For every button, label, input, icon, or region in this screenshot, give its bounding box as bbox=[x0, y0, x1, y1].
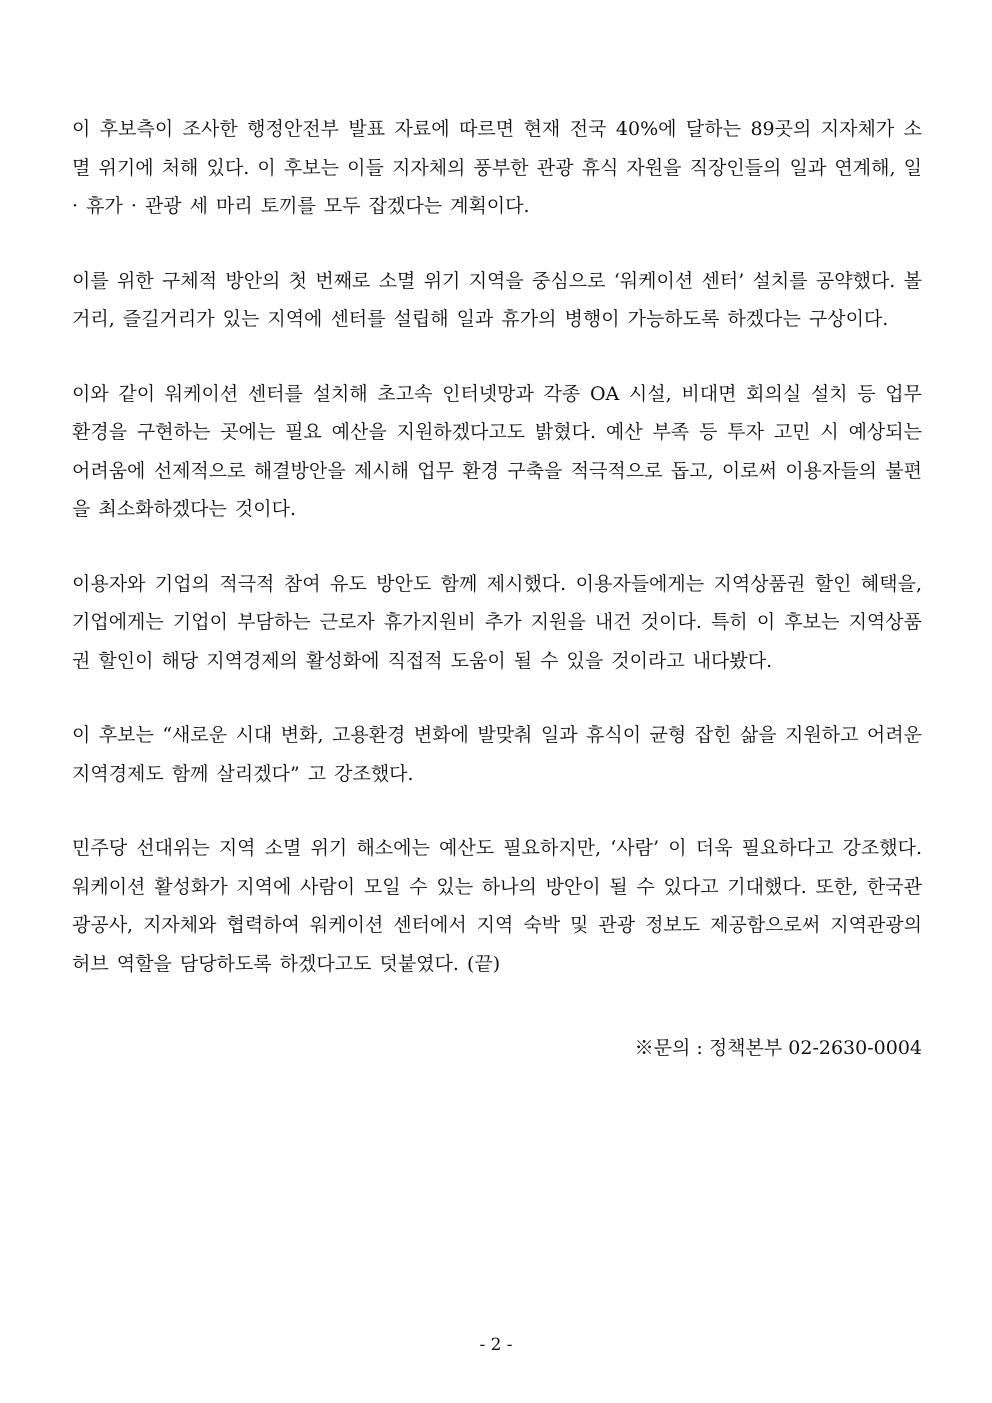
paragraph-candidate-quote: 이 후보는 “새로운 시대 변화, 고용환경 변화에 발맞춰 일과 휴식이 균형 잡힌 삶을 지원하고 어려운 지역경제도 함께 살리겠다” 고 강조했다. bbox=[72, 724, 922, 785]
contact-info: ※문의 : 정책본부 02-2630-0004 bbox=[634, 1037, 922, 1059]
paragraph-committee-statement: 민주당 선대위는 지역 소멸 위기 해소에는 예산도 필요하지만, ‘사람’ 이 더욱 필요하다고 강조했다. 워케이션 활성화가 지역에 사람이 모일 수 있는 하나의 방안이 될 수 있다고 기대했다. 또한, 한국관광공사, 지자체와 협력하여 워케이션 센터에서 지역 숙박 및 관광 정보도 제공함으로써 지역관광의 허브 역할을 담당하도록 하겠다고도 덧붙였다. (끝) bbox=[72, 837, 922, 975]
paragraph-participation-incentives: 이용자와 기업의 적극적 참여 유도 방안도 함께 제시했다. 이용자들에게는 지역상품권 할인 혜택을, 기업에게는 기업이 부담하는 근로자 휴가지원비 추가 지원을 내건 것이다. 특히 이 후보는 지역상품권 할인이 해당 지역경제의 활성화에 직접적 도움이 될 수 있을 것이라고 내다봤다. bbox=[72, 572, 922, 672]
paragraph-infrastructure-support: 이와 같이 워케이션 센터를 설치해 초고속 인터넷망과 각종 OA 시설, 비대면 회의실 설치 등 업무 환경을 구현하는 곳에는 필요 예산을 지원하겠다고도 밝혔다. 예산 부족 등 투자 고민 시 예상되는 어려움에 선제적으로 해결방안을 제시해 업무 환경 구축을 적극적으로 돕고, 이로써 이용자들의 불편을 최소화하겠다는 것이다. bbox=[72, 382, 922, 520]
page-number: - 2 - bbox=[479, 1335, 513, 1355]
paragraph-survey-data: 이 후보측이 조사한 행정안전부 발표 자료에 따르면 현재 전국 40%에 달하는 89곳의 지자체가 소멸 위기에 처해 있다. 이 후보는 이들 지자체의 풍부한 관광 휴식 자원을 직장인들의 일과 연계해, 일 · 휴가 · 관광 세 마리 토끼를 모두 잡겠다는 계획이다. bbox=[72, 118, 922, 217]
document-body bbox=[72, 110, 922, 1019]
paragraph-workation-center: 이를 위한 구체적 방안의 첫 번째로 소멸 위기 지역을 중심으로 ‘워케이션 센터’ 설치를 공약했다. 볼거리, 즐길거리가 있는 지역에 센터를 설립해 일과 휴가의 병행이 가능하도록 하겠다는 구상이다. bbox=[72, 269, 922, 330]
